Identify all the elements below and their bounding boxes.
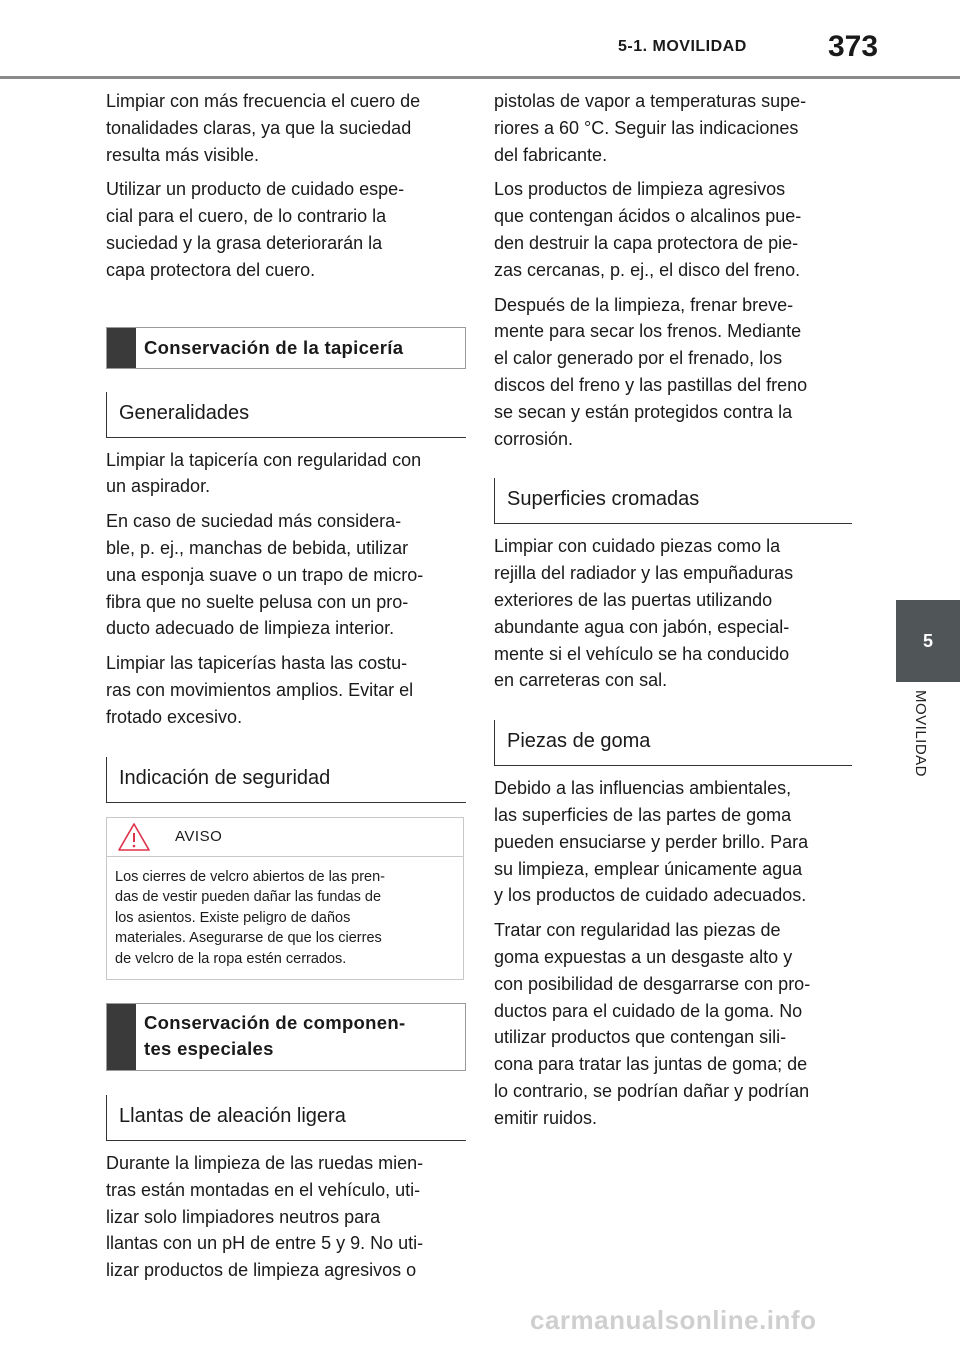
heading-bar	[107, 1004, 136, 1070]
page-number: 373	[828, 30, 879, 63]
paragraph: Limpiar la tapicería con regularidad con un aspirador.	[106, 449, 422, 497]
warning-title: AVISO	[175, 828, 223, 846]
warning-header	[107, 818, 463, 857]
paragraph: Limpiar con más frecuencia el cuero de tonalidades claras, ya que la suciedad resulta más visible.	[106, 91, 421, 165]
section-heading-tapiceria	[106, 327, 466, 369]
paragraph: pistolas de vapor a temperaturas supe- riores a 60 °C. Seguir las indicaciones del fabricante.	[494, 91, 807, 165]
section-heading-text: Conservación de componen- tes especiales	[144, 1012, 406, 1060]
watermark-text: carmanualsonline.info	[530, 1305, 817, 1335]
chapter-tab[interactable]	[896, 600, 960, 682]
warning-box	[106, 817, 464, 981]
chapter-tab-label: MOVILIDAD	[912, 690, 929, 778]
paragraph: Limpiar con cuidado piezas como la rejilla del radiador y las empuñaduras exteriores de las puertas utilizando abundante agua con jabón, especial- mente si el vehículo se ha conducido en carreteras con sal.	[494, 536, 794, 691]
paragraph: Los productos de limpieza agresivos que contengan ácidos o alcalinos pue- den destruir la capa protectora de pie- zas cercanas, p. ej., el disco del freno.	[494, 179, 802, 280]
subheading-goma: Piezas de goma	[494, 720, 852, 766]
section-heading-componentes	[106, 1003, 466, 1071]
section-title: 5-1. MOVILIDAD	[618, 38, 747, 55]
paragraph: Durante la limpieza de las ruedas mien- tras están montadas en el vehículo, uti- lizar solo limpiadores neutros para llantas con un pH de entre 5 y 9. No uti- lizar productos de limpieza agresivos o	[106, 1153, 424, 1281]
subheading-seguridad: Indicación de seguridad	[106, 757, 466, 803]
paragraph: Limpiar las tapicerías hasta las costu- ras con movimientos amplios. Evitar el frotado excesivo.	[106, 653, 414, 727]
paragraph: Después de la limpieza, frenar breve- mente para secar los frenos. Mediante el calor generado por el frenado, los discos del freno y las pastillas del freno se secan y están protegidos contra la corrosión.	[494, 294, 808, 449]
warning-text: Los cierres de velcro abiertos de las pren- das de vestir pueden dañar las fundas de los asientos. Existe peligro de daños materiales. Asegurarse de que los cierres de velcro de la ropa estén cerrados.	[115, 868, 385, 967]
right-column	[494, 88, 852, 1140]
heading-bar	[107, 328, 136, 368]
paragraph: En caso de suciedad más considera- ble, p. ej., manchas de bebida, utilizar una esponja suave o un trapo de micro- fibra que no suelte pelusa con un pro- ducto adecuado de limpieza interior.	[106, 511, 424, 639]
subheading-cromadas: Superficies cromadas	[494, 478, 852, 524]
header-divider	[0, 76, 960, 79]
section-heading-text: Conservación de la tapicería	[144, 336, 404, 358]
chapter-tab-number: 5	[922, 630, 933, 651]
paragraph: Tratar con regularidad las piezas de goma expuestas a un desgaste alto y con posibilidad de desgarrarse con pro- ductos para el cuidado de la goma. No utilizar productos que contengan sili- cona para tratar las juntas de goma; de lo contrario, se podrían dañar y podrían emitir ruidos.	[494, 920, 811, 1128]
warning-triangle-icon	[117, 822, 151, 852]
paragraph: Debido a las influencias ambientales, las superficies de las partes de goma pueden ensuciarse y perder brillo. Para su limpieza, emplear únicamente agua y los productos de cuidado adecuados.	[494, 778, 809, 906]
subheading-generalidades: Generalidades	[106, 392, 466, 438]
subheading-llantas: Llantas de aleación ligera	[106, 1095, 466, 1141]
paragraph: Utilizar un producto de cuidado espe- cial para el cuero, de lo contrario la suciedad y la grasa deteriorarán la capa protectora del cuero.	[106, 179, 405, 280]
left-column	[106, 88, 466, 1292]
